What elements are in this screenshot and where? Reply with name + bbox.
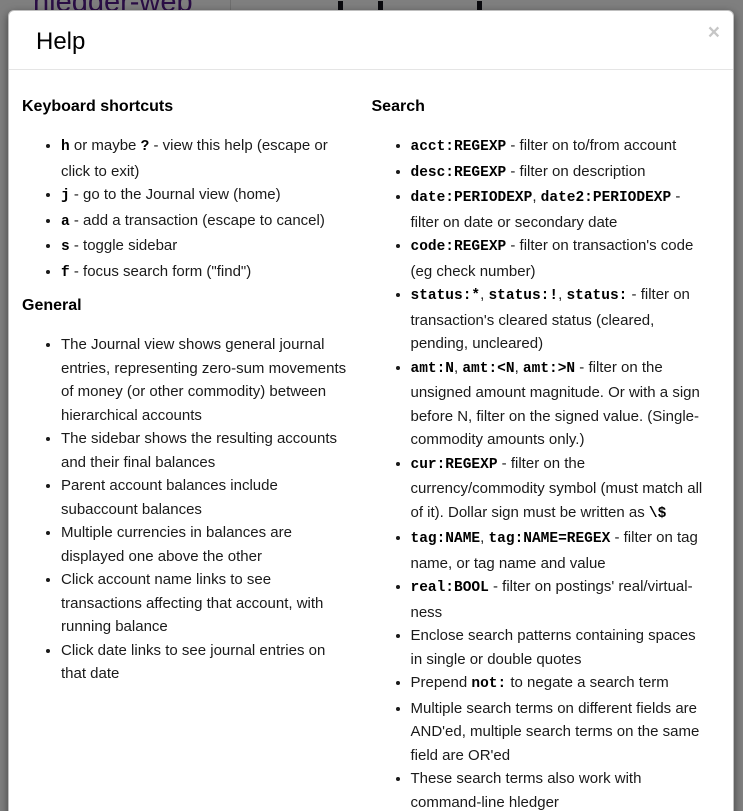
code-term: tag:NAME: [410, 531, 481, 547]
help-list-item: [411, 283, 712, 356]
code-term: s: [61, 239, 70, 255]
code-term: code:REGEXP: [410, 239, 507, 255]
close-button[interactable]: ×: [707, 21, 720, 44]
help-list-item: [61, 639, 348, 686]
text-segment: - filter on postings' real/virtual-ness: [410, 578, 693, 621]
help-list-item: [61, 209, 348, 235]
text-segment: - focus search form ("find"): [69, 262, 252, 280]
code-term: real:BOOL: [410, 580, 489, 596]
code-term: j: [61, 188, 70, 204]
text-segment: Prepend: [410, 674, 472, 691]
code-term: f: [61, 264, 70, 281]
code-term: date2:PERIODEXP: [540, 190, 672, 206]
code-term: status:!: [488, 288, 559, 304]
code-term: a: [61, 213, 70, 230]
code-term: \$: [648, 505, 667, 522]
help-list-item: [61, 427, 348, 474]
text-segment: Enclose search patterns containing spaces in single or double quotes: [410, 627, 696, 668]
text-segment: ,: [480, 529, 489, 546]
text-segment: - filter on to/from account: [506, 137, 677, 154]
modal-header: [9, 11, 733, 70]
help-modal: [8, 10, 734, 811]
text-segment: - filter on date or secondary date: [410, 188, 681, 231]
text-segment: - view this help (escape or click to exit): [61, 137, 328, 180]
help-list-item: [411, 697, 712, 768]
help-list-item: [61, 474, 348, 521]
help-list: [22, 134, 372, 285]
code-term: date:PERIODEXP: [410, 190, 533, 206]
text-segment: - go to the Journal view (home): [69, 186, 281, 203]
code-term: ?: [140, 139, 150, 155]
help-list-item: [411, 185, 712, 234]
help-list-item: [61, 521, 348, 568]
help-list-item: [411, 452, 712, 527]
text-segment: Click account name links to see transactions affecting that account, with running balance: [61, 571, 324, 635]
help-list-item: [411, 356, 712, 452]
modal-body: [9, 70, 733, 811]
text-segment: ,: [454, 358, 463, 376]
text-segment: Multiple currencies in balances are displayed one above the other: [61, 524, 292, 565]
text-segment: - filter on the unsigned amount magnitude. Or with a sign before N, filter on the signed value. (Single-commodity amounts only.): [410, 358, 700, 448]
text-segment: ,: [558, 286, 567, 303]
code-term: cur:REGEXP: [410, 456, 498, 473]
help-list-item: [411, 624, 712, 671]
text-segment: - filter on the currency/commodity symbol (must match all of it). Dollar sign must be written as: [410, 454, 703, 521]
code-term: h: [61, 139, 70, 155]
help-list-item: [411, 234, 712, 283]
text-segment: ,: [480, 286, 489, 303]
help-list-item: [61, 134, 348, 183]
text-segment: or maybe: [69, 137, 141, 154]
text-segment: The Journal view shows general journal entries, representing zero-sum movements of money (or other commodity) between hierarchical accounts: [61, 336, 347, 424]
help-list-item: [61, 183, 348, 209]
text-segment: ,: [514, 358, 523, 376]
text-segment: - add a transaction (escape to cancel): [69, 211, 325, 229]
help-list-item: [411, 671, 712, 697]
section-heading: Keyboard shortcuts: [22, 98, 174, 115]
section-heading: General: [22, 297, 82, 314]
help-list: [22, 333, 372, 686]
text-segment: Multiple search terms on different fields are AND'ed, multiple search terms on the same field are OR'ed: [410, 699, 700, 764]
text-segment: - filter on transaction's cleared status (cleared, pending, uncleared): [410, 286, 690, 352]
help-list: [372, 134, 722, 811]
help-list-item: [411, 160, 712, 186]
help-list-item: [411, 134, 712, 160]
code-term: not:: [471, 676, 507, 692]
code-term: status:*: [410, 288, 481, 304]
section-heading: Search: [371, 98, 425, 115]
text-segment: - toggle sidebar: [69, 237, 178, 254]
code-term: acct:REGEXP: [410, 139, 507, 155]
help-list-item: [411, 767, 712, 811]
help-list-item: [61, 568, 348, 639]
text-segment: The sidebar shows the resulting accounts and their final balances: [61, 430, 337, 471]
help-list-item: [61, 234, 348, 260]
modal-title: Help: [36, 28, 86, 55]
code-term: desc:REGEXP: [410, 164, 507, 181]
help-column-left: [22, 86, 372, 811]
text-segment: Click date links to see journal entries on that date: [61, 641, 326, 682]
help-list-item: [411, 526, 712, 575]
help-column-right: [372, 86, 722, 811]
code-term: status:: [566, 288, 628, 304]
text-segment: These search terms also work with command-line hledger: [410, 770, 642, 811]
help-list-item: [411, 575, 712, 624]
text-segment: - filter on transaction's code (eg check number): [410, 237, 694, 280]
code-term: tag:NAME=REGEX: [488, 531, 611, 547]
help-list-item: [61, 333, 348, 427]
code-term: amt:N: [410, 360, 455, 377]
text-segment: - filter on description: [506, 162, 646, 180]
code-term: amt:<N: [462, 360, 515, 377]
text-segment: ,: [532, 188, 541, 205]
help-list-item: [61, 260, 348, 286]
text-segment: - filter on tag name, or tag name and value: [410, 529, 698, 572]
text-segment: Parent account balances include subaccount balances: [61, 477, 278, 518]
text-segment: to negate a search term: [506, 674, 669, 691]
code-term: amt:>N: [522, 360, 576, 377]
